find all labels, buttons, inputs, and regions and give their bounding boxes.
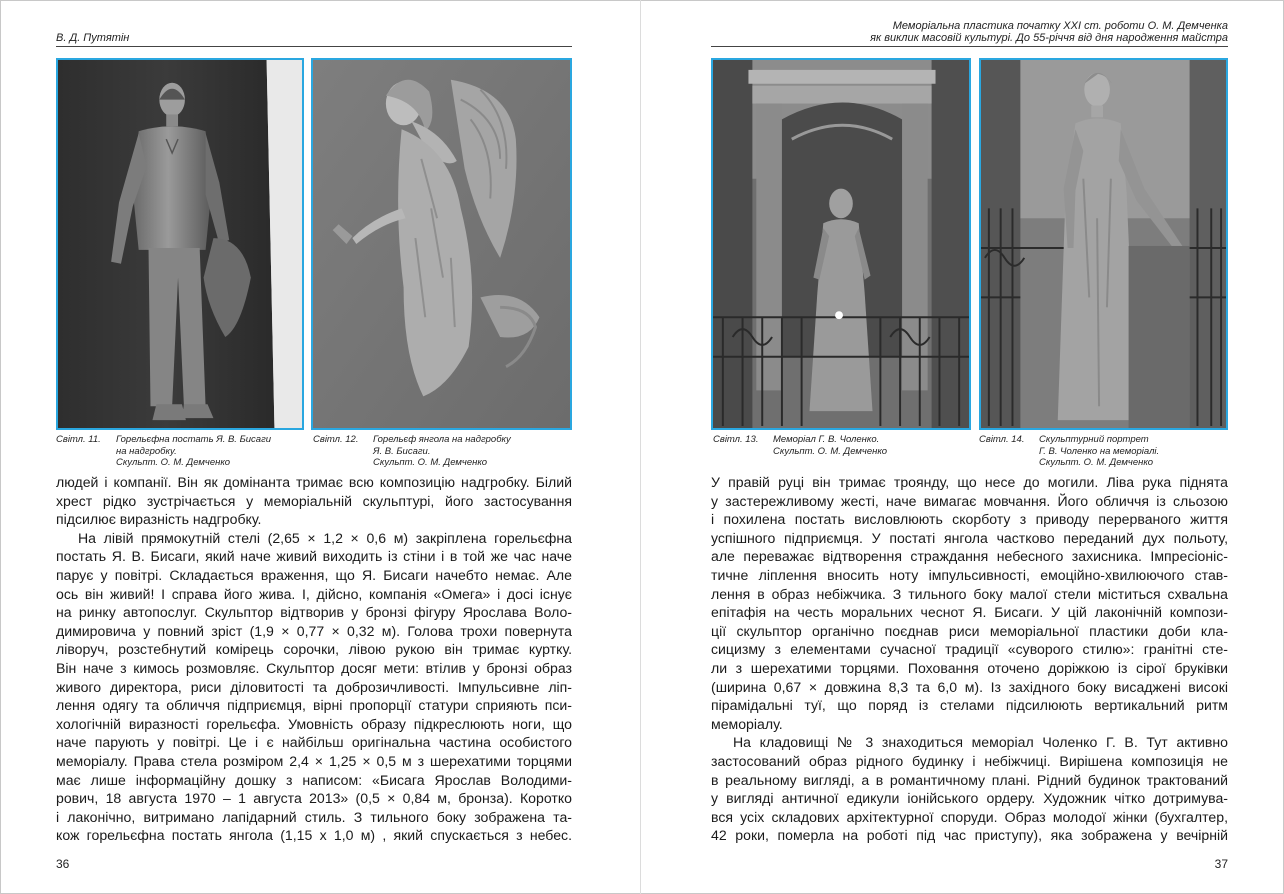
text-line: на ринку автопослуг. Скульптор відтворив у бронзі фігуру Ярослава Воло- (56, 604, 572, 621)
text-line: наче парують у повітрі. Це і є найбільш оригінальна частина особистого (56, 734, 572, 751)
caption-line: Скульптурний портрет (1039, 434, 1149, 445)
figure-11-photo (56, 58, 304, 430)
text-line: (ширина 0,67 × довжина 8,3 та 6,0 м). Із західного боку висаджені високі (711, 678, 1228, 695)
text-line: постать Я. В. Бисаги, який наче живий виходить із стіни і в той же час наче (56, 548, 572, 565)
figure-13-caption-text (773, 434, 887, 457)
figure-11-caption-text (116, 434, 271, 469)
text-line: епітафія на честь моральних чеснот Я. Бисаги. У цій лаконічній компози- (711, 604, 1228, 621)
text-line: ліворуч, розстебнутий комірець сорочки, лівою рукою він тримає куртку. (56, 641, 572, 658)
text-line: людей і компанії. Він як домінанта тримає всю композицію надгробку. Білий (56, 474, 572, 490)
running-head-line: Меморіальна пластика початку XXI ст. роботи О. М. Демченка (892, 20, 1228, 32)
text-line: На кладовищі № 3 знаходиться меморіал Чоленко Г. В. Тут активно (733, 734, 1228, 751)
text-line: застосований образ рідного будинку і небіжчиці. Вирішена композиція не (711, 752, 1228, 769)
text-line: меморіалу. (711, 715, 783, 732)
text-line: кож горельєфна постать янгола (1,15 х 1,0 м) , який спускається з небес. (56, 827, 572, 844)
text-line: парує у повітрі. Складається враження, що Я. Бисаги начебто немає. Але (56, 566, 572, 583)
page-number: 36 (56, 857, 70, 871)
text-line: У правій руці він тримає троянду, що несе до могили. Ліва рука піднята (711, 474, 1228, 490)
figure-13-image (713, 60, 969, 428)
figure-11-label: Світл. 11. (56, 434, 101, 445)
caption-line: Горельєфна постать Я. В. Бисаги (116, 434, 272, 445)
caption-line: Я. В. Бисаги. (373, 445, 431, 457)
text-line: успішного підприємця. У постаті янгола частково переданий дух польоту, (711, 529, 1228, 546)
running-head-line: як виклик масовій культурі. До 55-річчя від дня народження майстра (870, 32, 1228, 44)
right-body-text (711, 473, 1228, 845)
caption-line: Скульпт. О. М. Демченко (1039, 457, 1154, 469)
figure-11-image (58, 60, 302, 428)
page-number: 37 (1214, 857, 1228, 871)
text-line: має лише інформаційну дошку з написом: «Бисага Ярослав Володими- (56, 771, 572, 788)
figure-12-image (313, 60, 570, 428)
text-line: і лаконічно, витримано лапідарний стиль. З тильного боку зображена та- (56, 808, 572, 825)
text-line: димировича у повний зріст (1,9 × 0,77 × 0,32 м). Голова трохи повернута (56, 622, 572, 639)
right-running-head (711, 18, 1228, 47)
text-line: вся усіх складових архітектурної споруди. Образ молодої жінки (бухгалтер, (711, 808, 1228, 825)
text-line: рович, 18 августа 1970 – 1 августа 2013» (0,5 × 0,84 м, бронза). Коротко (56, 790, 572, 807)
text-line: підсилює виразність надгробку. (56, 511, 262, 528)
caption-line: Меморіал Г. В. Чоленко. (773, 434, 880, 445)
figure-13-label: Світл. 13. (713, 434, 759, 445)
left-body-text (56, 473, 572, 845)
caption-line: Скульпт. О. М. Демченко (773, 445, 888, 457)
figure-14-image (981, 60, 1226, 428)
text-line: у застережливому жесті, наче вимагає мовчання. Його обличчя із сльозою (711, 492, 1228, 509)
text-line: На лівій прямокутній стелі (2,65 × 1,2 × 0,6 м) закріплена горельєфна (78, 529, 572, 546)
text-line: ції скульптор органічно поєднав риси меморіальної пластики доби кла- (711, 622, 1228, 639)
left-running-head (56, 18, 572, 47)
figure-14-photo (979, 58, 1228, 430)
text-line: у вигляді античної едикули іонійського ордеру. Художник чітко дотримува- (711, 790, 1228, 807)
text-line: пірамідальні туї, що поряд із стелами підсилюють вертикальний ритм (711, 697, 1228, 714)
caption-line: Г. В. Чоленко на меморіалі. (1039, 445, 1160, 457)
figure-13-photo (711, 58, 971, 430)
text-line: лення в образ небіжчика. З тильного боку малої стели міститься схвальна (711, 585, 1228, 602)
book-spine (640, 0, 641, 894)
text-line: ось він живий! І справа його жива. І, дійсно, компанія «Омега» і досі існує (56, 585, 572, 602)
text-line: хологічній виразності горельєфа. Умовність образу підкреслюють ноги, що (56, 715, 572, 732)
text-line: ли з шерехатими торцями. Поховання оточено доріжкою із сірої бруківки (711, 659, 1228, 676)
figure-14-caption-text (1039, 434, 1159, 469)
caption-line: Горельєф янгола на надгробку (373, 434, 511, 445)
text-line: але переважає відтворення страждання небесного захисника. Імпресіоніс- (711, 548, 1228, 565)
text-line: в реальному вигляді, а в романтичному плані. Рідний будинок трактований (711, 771, 1228, 788)
figure-12-label: Світл. 12. (313, 434, 359, 445)
figure-12-photo (311, 58, 572, 430)
left-page (56, 0, 572, 894)
text-line: і похилена постать висловлюють скорботу з приводу перерваного життя (711, 511, 1228, 528)
running-head-title (870, 20, 1228, 44)
figure-12-caption-text (373, 434, 511, 469)
text-line: тичне ліплення вносить ноту імпульсивності, емоційно-хвилюючого став- (711, 566, 1228, 583)
text-line: сицизму з елементами сучасної традиції «суворого стилю»: гранітні сте- (711, 641, 1228, 658)
right-page (711, 0, 1228, 894)
figure-14-label: Світл. 14. (979, 434, 1025, 445)
running-head-author: В. Д. Путятін (56, 32, 130, 44)
text-line: лення одягу та обличчя підприємця, вірні пропорції статури сприяють пси- (56, 697, 572, 714)
text-line: живого директора, риси діловитості та доброзичливості. Імпульсивне ліп- (56, 678, 572, 695)
text-line: меморіалу. Права стела розміром 2,4 × 1,25 × 0,5 м з шерехатими торцями (56, 752, 572, 769)
caption-line: Скульпт. О. М. Демченко (116, 457, 231, 469)
text-line: Він наче з кимось розмовляє. Скульптор досяг мети: втілив у бронзі образ (56, 659, 572, 676)
caption-line: Скульпт. О. М. Демченко (373, 457, 488, 469)
caption-line: на надгробку. (116, 445, 177, 457)
text-line: 42 роки, померла на роботі під час приступу), яка зображена у вечірній (711, 827, 1228, 844)
text-line: хрест рідко зустрічається у меморіальній скульптурі, його застосування (56, 492, 572, 509)
